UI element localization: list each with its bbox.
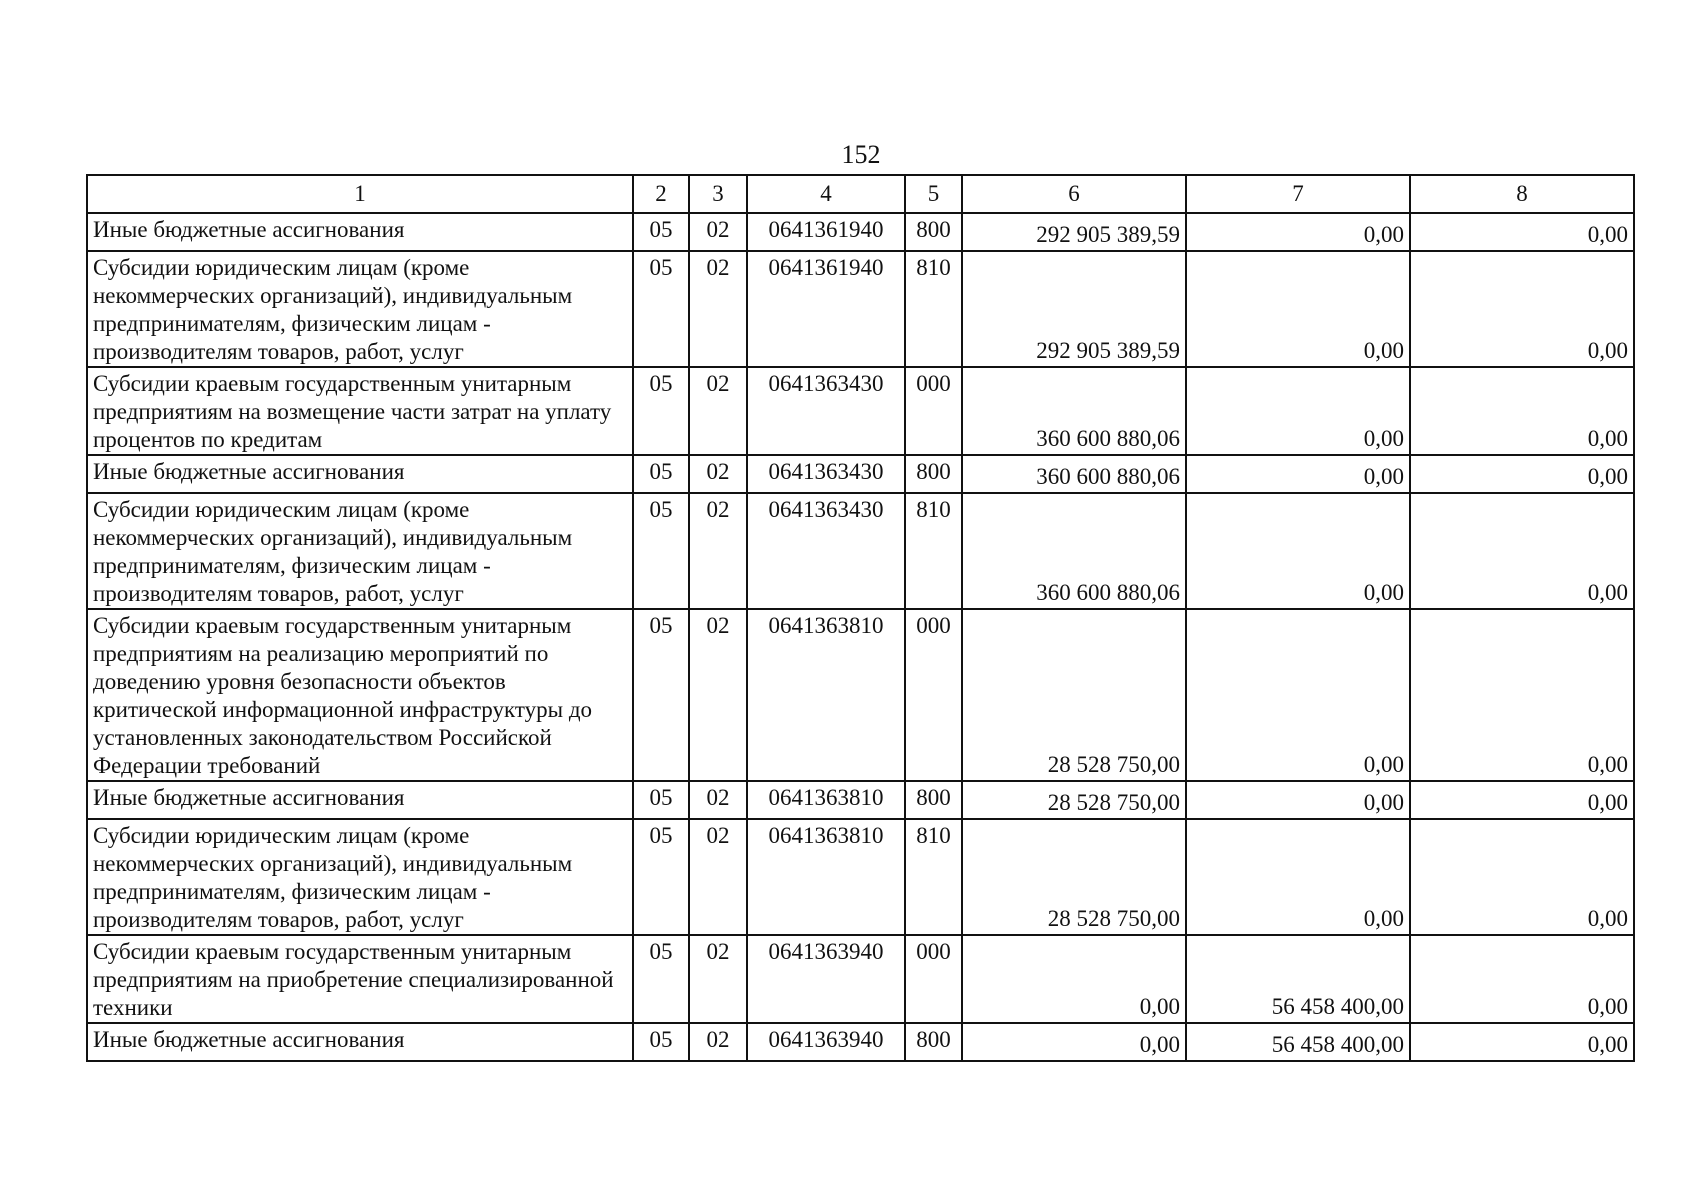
- amount-col7: 0,00: [1186, 609, 1410, 781]
- table-row: [87, 455, 1634, 493]
- amount-col8: 0,00: [1410, 781, 1634, 819]
- column-header: 8: [1410, 175, 1634, 213]
- amount-col6: 360 600 880,06: [962, 455, 1186, 493]
- column-header: 3: [689, 175, 747, 213]
- amount-col8: 0,00: [1410, 455, 1634, 493]
- amount-col7: 0,00: [1186, 213, 1410, 251]
- amount-col6: 360 600 880,06: [962, 367, 1186, 455]
- table-row: [87, 935, 1634, 1023]
- row-name: Иные бюджетные ассигнования: [87, 781, 633, 819]
- subsection-code: 02: [689, 455, 747, 493]
- row-name: Субсидии краевым государственным унитарным предприятиям на возмещение части затрат на уплату процентов по кредитам: [87, 367, 633, 455]
- expense-type-code: 000: [905, 935, 962, 1023]
- section-code: 05: [633, 213, 689, 251]
- row-name: Субсидии юридическим лицам (кроме некоммерческих организаций), индивидуальным предпринимателям, физическим лицам - производителям товаров, работ, услуг: [87, 819, 633, 935]
- subsection-code: 02: [689, 493, 747, 609]
- row-name: Субсидии юридическим лицам (кроме некоммерческих организаций), индивидуальным предпринимателям, физическим лицам - производителям товаров, работ, услуг: [87, 251, 633, 367]
- amount-col8: 0,00: [1410, 609, 1634, 781]
- page-number: 152: [841, 140, 881, 169]
- expense-type-code: 000: [905, 367, 962, 455]
- expense-type-code: 810: [905, 493, 962, 609]
- amount-col6: 360 600 880,06: [962, 493, 1186, 609]
- subsection-code: 02: [689, 213, 747, 251]
- row-name: Иные бюджетные ассигнования: [87, 455, 633, 493]
- expense-type-code: 800: [905, 781, 962, 819]
- table-row: [87, 213, 1634, 251]
- subsection-code: 02: [689, 609, 747, 781]
- target-article-code: 0641363430: [747, 367, 905, 455]
- amount-col8: 0,00: [1410, 251, 1634, 367]
- target-article-code: 0641363430: [747, 455, 905, 493]
- budget-table: [86, 174, 1635, 1062]
- target-article-code: 0641363430: [747, 493, 905, 609]
- amount-col8: 0,00: [1410, 367, 1634, 455]
- amount-col7: 0,00: [1186, 493, 1410, 609]
- section-code: 05: [633, 493, 689, 609]
- target-article-code: 0641361940: [747, 251, 905, 367]
- target-article-code: 0641361940: [747, 213, 905, 251]
- expense-type-code: 800: [905, 1023, 962, 1061]
- amount-col6: 0,00: [962, 935, 1186, 1023]
- section-code: 05: [633, 367, 689, 455]
- section-code: 05: [633, 781, 689, 819]
- section-code: 05: [633, 819, 689, 935]
- table-row: [87, 1023, 1634, 1061]
- table-header-row: [87, 175, 1634, 213]
- row-name: Субсидии краевым государственным унитарным предприятиям на реализацию мероприятий по доведению уровня безопасности объектов критической информационной инфраструктуры до установленных законодательством Российской Федерации требований: [87, 609, 633, 781]
- amount-col6: 292 905 389,59: [962, 251, 1186, 367]
- target-article-code: 0641363940: [747, 935, 905, 1023]
- section-code: 05: [633, 935, 689, 1023]
- section-code: 05: [633, 455, 689, 493]
- target-article-code: 0641363940: [747, 1023, 905, 1061]
- amount-col7: 0,00: [1186, 781, 1410, 819]
- column-header: 6: [962, 175, 1186, 213]
- amount-col7: 56 458 400,00: [1186, 935, 1410, 1023]
- table-row: [87, 781, 1634, 819]
- subsection-code: 02: [689, 781, 747, 819]
- row-name: Субсидии юридическим лицам (кроме некоммерческих организаций), индивидуальным предпринимателям, физическим лицам - производителям товаров, работ, услуг: [87, 493, 633, 609]
- column-header: 5: [905, 175, 962, 213]
- column-header: 4: [747, 175, 905, 213]
- column-header: 7: [1186, 175, 1410, 213]
- target-article-code: 0641363810: [747, 609, 905, 781]
- section-code: 05: [633, 609, 689, 781]
- column-header: 2: [633, 175, 689, 213]
- section-code: 05: [633, 1023, 689, 1061]
- subsection-code: 02: [689, 251, 747, 367]
- amount-col7: 0,00: [1186, 455, 1410, 493]
- row-name: Субсидии краевым государственным унитарным предприятиям на приобретение специализированной техники: [87, 935, 633, 1023]
- subsection-code: 02: [689, 819, 747, 935]
- amount-col6: 28 528 750,00: [962, 781, 1186, 819]
- amount-col7: 0,00: [1186, 251, 1410, 367]
- amount-col8: 0,00: [1410, 213, 1634, 251]
- expense-type-code: 800: [905, 455, 962, 493]
- amount-col6: 28 528 750,00: [962, 819, 1186, 935]
- subsection-code: 02: [689, 935, 747, 1023]
- amount-col8: 0,00: [1410, 935, 1634, 1023]
- amount-col6: 28 528 750,00: [962, 609, 1186, 781]
- amount-col7: 0,00: [1186, 367, 1410, 455]
- row-name: Иные бюджетные ассигнования: [87, 1023, 633, 1061]
- amount-col7: 0,00: [1186, 819, 1410, 935]
- subsection-code: 02: [689, 1023, 747, 1061]
- target-article-code: 0641363810: [747, 781, 905, 819]
- expense-type-code: 000: [905, 609, 962, 781]
- amount-col8: 0,00: [1410, 1023, 1634, 1061]
- amount-col6: 0,00: [962, 1023, 1186, 1061]
- column-header: 1: [87, 175, 633, 213]
- expense-type-code: 810: [905, 819, 962, 935]
- subsection-code: 02: [689, 367, 747, 455]
- section-code: 05: [633, 251, 689, 367]
- amount-col8: 0,00: [1410, 493, 1634, 609]
- amount-col8: 0,00: [1410, 819, 1634, 935]
- amount-col7: 56 458 400,00: [1186, 1023, 1410, 1061]
- amount-col6: 292 905 389,59: [962, 213, 1186, 251]
- table-row: [87, 609, 1634, 781]
- table-row: [87, 367, 1634, 455]
- row-name: Иные бюджетные ассигнования: [87, 213, 633, 251]
- target-article-code: 0641363810: [747, 819, 905, 935]
- table-row: [87, 819, 1634, 935]
- table-row: [87, 493, 1634, 609]
- expense-type-code: 800: [905, 213, 962, 251]
- table-row: [87, 251, 1634, 367]
- expense-type-code: 810: [905, 251, 962, 367]
